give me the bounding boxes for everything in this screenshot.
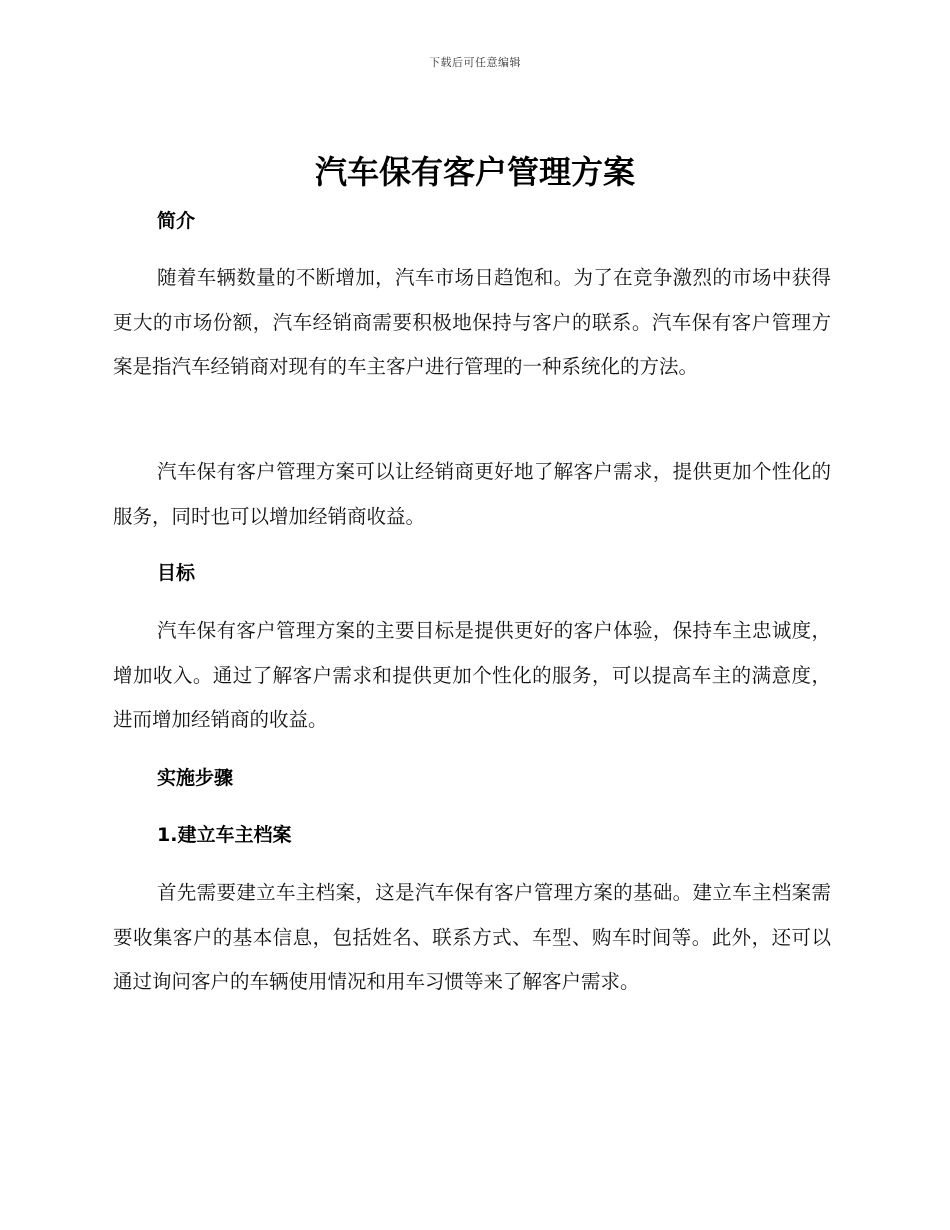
document-title: 汽车保有客户管理方案 bbox=[314, 153, 635, 191]
paragraph-step1-1: 首先需要建立车主档案，这是汽车保有客户管理方案的基础。建立车主档案需要收集客户的基本信息，包括姓名、联系方式、车型、购车时间等。此外，还可以通过询问客户的车辆使用情况和用车习惯等来了解客户需求。 bbox=[113, 881, 831, 993]
section-heading-intro: 简介 bbox=[157, 210, 196, 232]
paragraph-intro-2: 汽车保有客户管理方案可以让经销商更好地了解客户需求，提供更加个性化的服务，同时也可以增加经销商收益。 bbox=[113, 460, 831, 528]
subsection-heading-step1: 1.建立车主档案 bbox=[157, 824, 292, 846]
section-heading-goal: 目标 bbox=[157, 562, 196, 584]
paragraph-goal-1: 汽车保有客户管理方案的主要目标是提供更好的客户体验，保持车主忠诚度，增加收入。通过了解客户需求和提供更加个性化的服务，可以提高车主的满意度，进而增加经销商的收益。 bbox=[113, 619, 831, 731]
page-header-note: 下载后可任意编辑 bbox=[429, 56, 521, 69]
section-heading-steps: 实施步骤 bbox=[157, 767, 234, 789]
paragraph-intro-1: 随着车辆数量的不断增加，汽车市场日趋饱和。为了在竞争激烈的市场中获得更大的市场份额，汽车经销商需要积极地保持与客户的联系。汽车保有客户管理方案是指汽车经销商对现有的车主客户进行管理的一种系统化的方法。 bbox=[113, 266, 831, 378]
